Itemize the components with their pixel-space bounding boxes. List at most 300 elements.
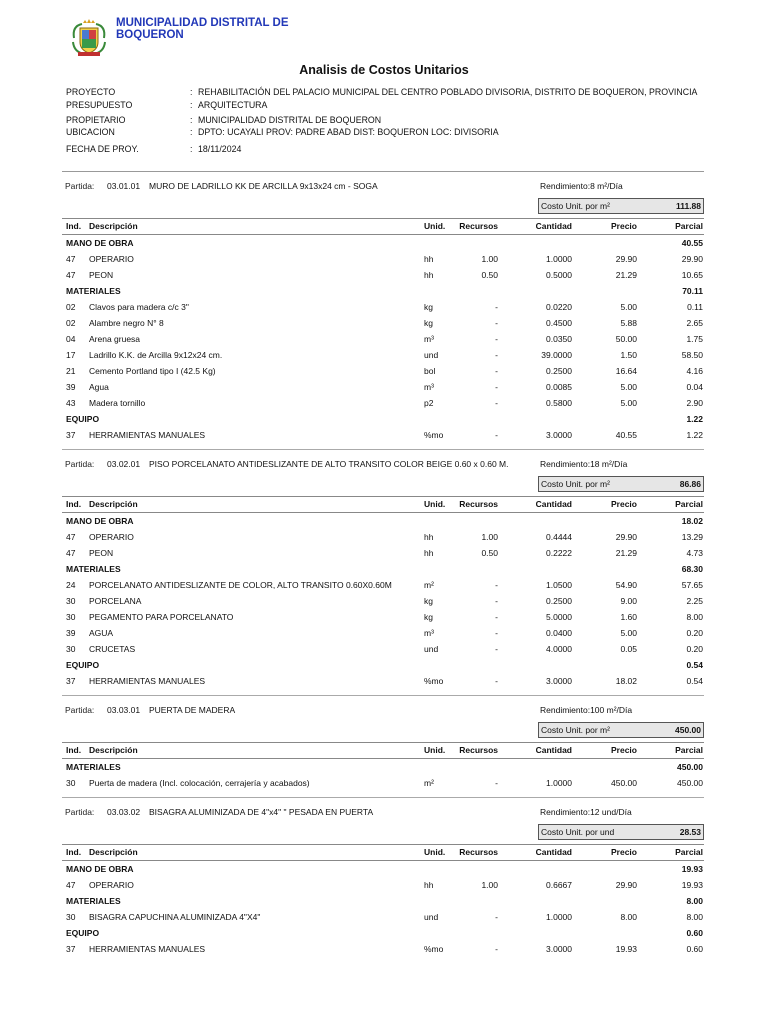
cell-parcial: 8.00 (686, 912, 703, 922)
partida-code: 03.03.02 (107, 807, 141, 817)
category-row (62, 657, 704, 673)
column-recursos: Recursos (459, 745, 498, 755)
table-row (62, 427, 704, 443)
column-ind: Ind. (66, 847, 82, 857)
cell-cantidad: 1.0000 (546, 912, 572, 922)
column-descripcion: Descripción (89, 745, 138, 755)
meta-value: REHABILITACIÓN DEL PALACIO MUNICIPAL DEL CENTRO POBLADO DIVISORIA, DISTRITO DE BOQUERON, PROVINCIA (198, 87, 698, 97)
cell-cantidad: 0.4500 (546, 318, 572, 328)
cell-cantidad: 1.0500 (546, 580, 572, 590)
cell-unid: m² (424, 778, 434, 788)
municipality-name (116, 17, 336, 41)
meta-row-ubicacion (66, 126, 706, 139)
cell-unid: p2 (424, 398, 434, 408)
cell-recursos: 1.00 (481, 532, 498, 542)
cell-ind: 47 (66, 270, 76, 280)
table-row (62, 347, 704, 363)
cell-precio: 19.93 (615, 944, 637, 954)
cell-descripcion: PEGAMENTO PARA PORCELANATO (89, 612, 234, 622)
column-recursos: Recursos (459, 847, 498, 857)
cell-descripcion: PEON (89, 548, 114, 558)
cell-descripcion: PORCELANATO ANTIDESLIZANTE DE COLOR, ALTO TRANSITO 0.60X0.60M (89, 580, 392, 590)
cell-recursos: - (495, 398, 498, 408)
cell-ind: 17 (66, 350, 76, 360)
unit-cost-label: Costo Unit. por und (541, 827, 615, 837)
table-row (62, 909, 704, 925)
column-parcial: Parcial (675, 847, 703, 857)
table-row (62, 673, 704, 689)
cell-ind: 39 (66, 628, 76, 638)
category-total: 0.60 (686, 928, 703, 938)
cell-unid: kg (424, 612, 433, 622)
partida-description: BISAGRA ALUMINIZADA DE 4"x4" " PESADA EN PUERTA (149, 807, 374, 817)
partida-header (62, 450, 704, 476)
meta-value: DPTO: UCAYALI PROV: PADRE ABAD DIST: BOQUERON LOC: DIVISORIA (198, 127, 499, 137)
cell-cantidad: 0.4444 (546, 532, 572, 542)
column-ind: Ind. (66, 745, 82, 755)
cell-ind: 47 (66, 880, 76, 890)
category-name: MATERIALES (66, 896, 121, 906)
cell-parcial: 57.65 (681, 580, 703, 590)
column-header-row (62, 844, 704, 861)
cell-ind: 47 (66, 254, 76, 264)
cell-precio: 21.29 (615, 548, 637, 558)
cell-descripcion: OPERARIO (89, 880, 134, 890)
cell-ind: 37 (66, 676, 76, 686)
cell-recursos: - (495, 644, 498, 654)
meta-separator: : (190, 143, 193, 154)
cell-descripcion: Agua (89, 382, 109, 392)
cell-descripcion: OPERARIO (89, 254, 134, 264)
cell-precio: 40.55 (615, 430, 637, 440)
category-name: EQUIPO (66, 928, 100, 938)
cell-cantidad: 0.2500 (546, 366, 572, 376)
column-cantidad: Cantidad (535, 847, 572, 857)
unit-cost-value: 86.86 (679, 479, 701, 489)
column-header-row (62, 218, 704, 235)
cell-recursos: 0.50 (481, 270, 498, 280)
cell-ind: 02 (66, 318, 76, 328)
cell-unid: hh (424, 880, 434, 890)
category-name: MATERIALES (66, 762, 121, 772)
cell-ind: 30 (66, 778, 76, 788)
column-ind: Ind. (66, 221, 82, 231)
meta-separator: : (190, 127, 193, 137)
cell-cantidad: 0.2500 (546, 596, 572, 606)
cell-cantidad: 39.0000 (541, 350, 572, 360)
cell-parcial: 58.50 (681, 350, 703, 360)
cell-cantidad: 5.0000 (546, 612, 572, 622)
cell-ind: 30 (66, 596, 76, 606)
cell-ind: 04 (66, 334, 76, 344)
cell-recursos: - (495, 628, 498, 638)
cell-descripcion: AGUA (89, 628, 114, 638)
column-ind: Ind. (66, 499, 82, 509)
category-name: EQUIPO (66, 414, 100, 424)
municipality-name-line2: BOQUERON (116, 29, 184, 41)
cell-unid: hh (424, 548, 434, 558)
unit-cost-label: Costo Unit. por m² (541, 725, 610, 735)
cell-unid: hh (424, 532, 434, 542)
table-row (62, 775, 704, 791)
cell-precio: 1.50 (620, 350, 637, 360)
table-row (62, 545, 704, 561)
cell-descripcion: Cemento Portland tipo I (42.5 Kg) (89, 366, 216, 376)
unit-cost-value: 111.88 (675, 201, 701, 211)
cell-parcial: 10.65 (681, 270, 703, 280)
cell-ind: 37 (66, 944, 76, 954)
column-precio: Precio (611, 745, 637, 755)
category-name: MANO DE OBRA (66, 864, 134, 874)
cell-ind: 21 (66, 366, 76, 376)
cell-ind: 30 (66, 912, 76, 922)
cell-recursos: - (495, 778, 498, 788)
column-parcial: Parcial (675, 221, 703, 231)
category-name: MATERIALES (66, 286, 121, 296)
cell-cantidad: 3.0000 (546, 676, 572, 686)
column-cantidad: Cantidad (535, 745, 572, 755)
column-precio: Precio (611, 847, 637, 857)
category-row (62, 861, 704, 877)
cell-unid: %mo (424, 676, 444, 686)
meta-row-fecha (66, 143, 706, 156)
category-row (62, 411, 704, 427)
category-row (62, 893, 704, 909)
cell-recursos: - (495, 366, 498, 376)
cell-cantidad: 4.0000 (546, 644, 572, 654)
unit-cost-value: 450.00 (675, 725, 701, 735)
cell-unid: bol (424, 366, 436, 376)
partida-code: 03.02.01 (107, 459, 141, 469)
cell-recursos: 1.00 (481, 880, 498, 890)
cell-descripcion: Clavos para madera c/c 3" (89, 302, 189, 312)
partida-block (62, 798, 704, 957)
cell-unid: %mo (424, 944, 444, 954)
category-total: 70.11 (682, 286, 703, 296)
column-unid: Unid. (424, 745, 446, 755)
partida-description: MURO DE LADRILLO KK DE ARCILLA 9x13x24 cm - SOGA (149, 181, 378, 191)
meta-label: PRESUPUESTO (66, 99, 133, 110)
table-row (62, 363, 704, 379)
column-cantidad: Cantidad (535, 499, 572, 509)
unit-cost-box (538, 824, 704, 840)
column-unid: Unid. (424, 221, 446, 231)
cell-parcial: 0.60 (686, 944, 703, 954)
table-row (62, 315, 704, 331)
partida-block (62, 450, 704, 696)
cell-parcial: 13.29 (681, 532, 703, 542)
cell-parcial: 2.65 (686, 318, 703, 328)
cell-ind: 37 (66, 430, 76, 440)
table-row (62, 251, 704, 267)
cell-descripcion: OPERARIO (89, 532, 134, 542)
meta-separator: : (190, 99, 193, 110)
partida-divider (62, 689, 704, 696)
meta-label: PROPIETARIO (66, 114, 126, 125)
cell-recursos: - (495, 944, 498, 954)
cell-recursos: - (495, 580, 498, 590)
cell-cantidad: 0.5800 (546, 398, 572, 408)
cell-unid: und (424, 350, 439, 360)
unit-cost-box (538, 476, 704, 492)
cell-recursos: - (495, 318, 498, 328)
cell-precio: 5.88 (620, 318, 637, 328)
cell-unid: kg (424, 596, 433, 606)
cell-parcial: 0.20 (686, 628, 703, 638)
category-row (62, 283, 704, 299)
partida-label: Partida: (65, 807, 95, 817)
cell-descripcion: Puerta de madera (Incl. colocación, cerrajería y acabados) (89, 778, 310, 788)
cell-descripcion: CRUCETAS (89, 644, 136, 654)
table-row (62, 331, 704, 347)
cell-parcial: 2.25 (686, 596, 703, 606)
cell-recursos: - (495, 912, 498, 922)
cell-parcial: 19.93 (681, 880, 703, 890)
cell-precio: 50.00 (615, 334, 637, 344)
column-unid: Unid. (424, 499, 446, 509)
category-total: 8.00 (686, 896, 703, 906)
cell-parcial: 1.22 (686, 430, 703, 440)
cell-ind: 24 (66, 580, 76, 590)
partida-divider (62, 443, 704, 450)
cell-parcial: 1.75 (686, 334, 703, 344)
partida-rendimiento: Rendimiento:8 m²/Día (540, 181, 623, 191)
cell-descripcion: Arena gruesa (89, 334, 141, 344)
table-row (62, 625, 704, 641)
unit-cost-label: Costo Unit. por m² (541, 479, 610, 489)
cell-precio: 0.05 (620, 644, 637, 654)
column-parcial: Parcial (675, 745, 703, 755)
cell-recursos: - (495, 382, 498, 392)
partida-rendimiento: Rendimiento:18 m²/Día (540, 459, 628, 469)
cell-cantidad: 1.0000 (546, 254, 572, 264)
cell-cantidad: 3.0000 (546, 944, 572, 954)
category-total: 68.30 (681, 564, 703, 574)
cell-precio: 16.64 (615, 366, 637, 376)
partida-code: 03.03.01 (107, 705, 141, 715)
cell-cantidad: 0.0085 (546, 382, 572, 392)
project-metadata (66, 86, 706, 155)
column-descripcion: Descripción (89, 499, 138, 509)
cell-descripcion: BISAGRA CAPUCHINA ALUMINIZADA 4"X4" (89, 912, 261, 922)
category-name: EQUIPO (66, 660, 100, 670)
table-row (62, 877, 704, 893)
cell-parcial: 0.11 (687, 302, 703, 312)
partida-header (62, 172, 704, 198)
meta-row-propietario (66, 114, 706, 127)
column-unid: Unid. (424, 847, 446, 857)
table-row (62, 529, 704, 545)
category-name: MANO DE OBRA (66, 516, 134, 526)
cell-precio: 5.00 (620, 628, 637, 638)
unit-cost-box (538, 198, 704, 214)
cell-ind: 43 (66, 398, 76, 408)
partida-header (62, 798, 704, 824)
cell-parcial: 4.16 (686, 366, 703, 376)
column-parcial: Parcial (675, 499, 703, 509)
partida-code: 03.01.01 (107, 181, 141, 191)
table-row (62, 641, 704, 657)
category-name: MANO DE OBRA (66, 238, 134, 248)
table-row (62, 609, 704, 625)
cell-descripcion: Alambre negro N° 8 (89, 318, 164, 328)
cell-unid: kg (424, 318, 433, 328)
unit-cost-label: Costo Unit. por m² (541, 201, 610, 211)
cell-recursos: - (495, 596, 498, 606)
cell-recursos: - (495, 430, 498, 440)
meta-row-presupuesto (66, 99, 706, 112)
meta-row-proyecto (66, 86, 706, 99)
partida-description: PUERTA DE MADERA (149, 705, 236, 715)
cell-parcial: 0.54 (686, 676, 703, 686)
cell-ind: 47 (66, 548, 76, 558)
cell-cantidad: 0.6667 (546, 880, 572, 890)
cell-precio: 9.00 (620, 596, 637, 606)
partida-block (62, 696, 704, 798)
category-total: 0.54 (686, 660, 703, 670)
table-row (62, 379, 704, 395)
cell-parcial: 8.00 (686, 612, 703, 622)
column-header-row (62, 742, 704, 759)
meta-label: PROYECTO (66, 87, 116, 97)
partida-label: Partida: (65, 705, 95, 715)
cell-precio: 5.00 (620, 302, 637, 312)
partida-label: Partida: (65, 459, 95, 469)
municipal-coat-of-arms-icon (68, 18, 110, 58)
cell-ind: 39 (66, 382, 76, 392)
cell-unid: m³ (424, 382, 434, 392)
cell-descripcion: Ladrillo K.K. de Arcilla 9x12x24 cm. (89, 350, 223, 360)
cell-ind: 02 (66, 302, 76, 312)
cell-parcial: 450.00 (677, 778, 703, 788)
cell-recursos: - (495, 302, 498, 312)
cell-unid: m² (424, 580, 434, 590)
category-total: 40.55 (681, 238, 703, 248)
cell-precio: 8.00 (620, 912, 637, 922)
cell-cantidad: 0.0220 (546, 302, 572, 312)
meta-separator: : (190, 87, 193, 97)
category-row (62, 235, 704, 251)
cell-parcial: 2.90 (686, 398, 703, 408)
cell-cantidad: 3.0000 (546, 430, 572, 440)
cell-cantidad: 0.5000 (546, 270, 572, 280)
meta-label: FECHA DE PROY. (66, 143, 139, 154)
category-row (62, 561, 704, 577)
cell-precio: 54.90 (615, 580, 637, 590)
cell-cantidad: 0.0350 (546, 334, 572, 344)
meta-value: MUNICIPALIDAD DISTRITAL DE BOQUERON (198, 114, 382, 125)
cell-recursos: - (495, 334, 498, 344)
cell-recursos: - (495, 676, 498, 686)
cell-unid: und (424, 912, 439, 922)
table-row (62, 941, 704, 957)
cell-precio: 18.02 (615, 676, 637, 686)
column-cantidad: Cantidad (535, 221, 572, 231)
cell-parcial: 0.20 (686, 644, 703, 654)
table-row (62, 267, 704, 283)
column-recursos: Recursos (459, 499, 498, 509)
cell-unid: kg (424, 302, 433, 312)
cell-descripcion: HERRAMIENTAS MANUALES (89, 676, 206, 686)
category-total: 450.00 (677, 762, 703, 772)
column-descripcion: Descripción (89, 847, 138, 857)
meta-value: 18/11/2024 (198, 143, 242, 154)
meta-separator: : (190, 114, 193, 125)
cell-ind: 30 (66, 644, 76, 654)
table-row (62, 593, 704, 609)
cell-descripcion: Madera tornillo (89, 398, 146, 408)
meta-label: UBICACION (66, 127, 115, 137)
column-recursos: Recursos (459, 221, 498, 231)
cell-unid: und (424, 644, 439, 654)
table-row (62, 299, 704, 315)
cell-unid: %mo (424, 430, 444, 440)
category-row (62, 759, 704, 775)
cell-parcial: 29.90 (681, 254, 703, 264)
column-descripcion: Descripción (89, 221, 138, 231)
cell-recursos: - (495, 612, 498, 622)
cell-parcial: 0.04 (686, 382, 703, 392)
table-row (62, 577, 704, 593)
partida-rendimiento: Rendimiento:12 und/Día (540, 807, 632, 817)
unit-cost-value: 28.53 (679, 827, 701, 837)
cell-precio: 5.00 (620, 398, 637, 408)
partida-description: PISO PORCELANATO ANTIDESLIZANTE DE ALTO TRANSITO COLOR BEIGE 0.60 x 0.60 M. (149, 459, 509, 469)
partida-divider (62, 791, 704, 798)
cell-recursos: 1.00 (481, 254, 498, 264)
unit-cost-box (538, 722, 704, 738)
cell-precio: 29.90 (615, 532, 637, 542)
document-header (68, 14, 708, 62)
cell-unid: hh (424, 254, 434, 264)
cell-cantidad: 0.2222 (546, 548, 572, 558)
category-total: 19.93 (681, 864, 703, 874)
partida-block (62, 171, 704, 450)
category-name: MATERIALES (66, 564, 121, 574)
cell-precio: 21.29 (615, 270, 637, 280)
page-title: Analisis de Costos Unitarios (299, 63, 469, 77)
cell-cantidad: 1.0000 (546, 778, 572, 788)
cell-unid: m³ (424, 628, 434, 638)
cell-precio: 5.00 (620, 382, 637, 392)
cell-recursos: - (495, 350, 498, 360)
column-header-row (62, 496, 704, 513)
partida-header (62, 696, 704, 722)
cell-descripcion: HERRAMIENTAS MANUALES (89, 430, 206, 440)
cell-ind: 47 (66, 532, 76, 542)
cell-parcial: 4.73 (686, 548, 703, 558)
column-precio: Precio (611, 221, 637, 231)
cell-precio: 29.90 (615, 254, 637, 264)
category-row (62, 925, 704, 941)
table-row (62, 395, 704, 411)
cell-descripcion: PEON (89, 270, 114, 280)
partidas-list (62, 171, 704, 957)
cell-unid: m³ (424, 334, 434, 344)
partida-rendimiento: Rendimiento:100 m²/Día (540, 705, 633, 715)
cell-precio: 1.60 (620, 612, 637, 622)
cell-descripcion: HERRAMIENTAS MANUALES (89, 944, 206, 954)
cell-precio: 29.90 (615, 880, 637, 890)
meta-value: ARQUITECTURA (198, 99, 268, 110)
cell-precio: 450.00 (611, 778, 637, 788)
category-total: 18.02 (681, 516, 703, 526)
cell-cantidad: 0.0400 (546, 628, 572, 638)
partida-label: Partida: (65, 181, 95, 191)
municipality-name-line1: MUNICIPALIDAD DISTRITAL DE (116, 17, 289, 29)
cell-recursos: 0.50 (481, 548, 498, 558)
category-total: 1.22 (686, 414, 703, 424)
